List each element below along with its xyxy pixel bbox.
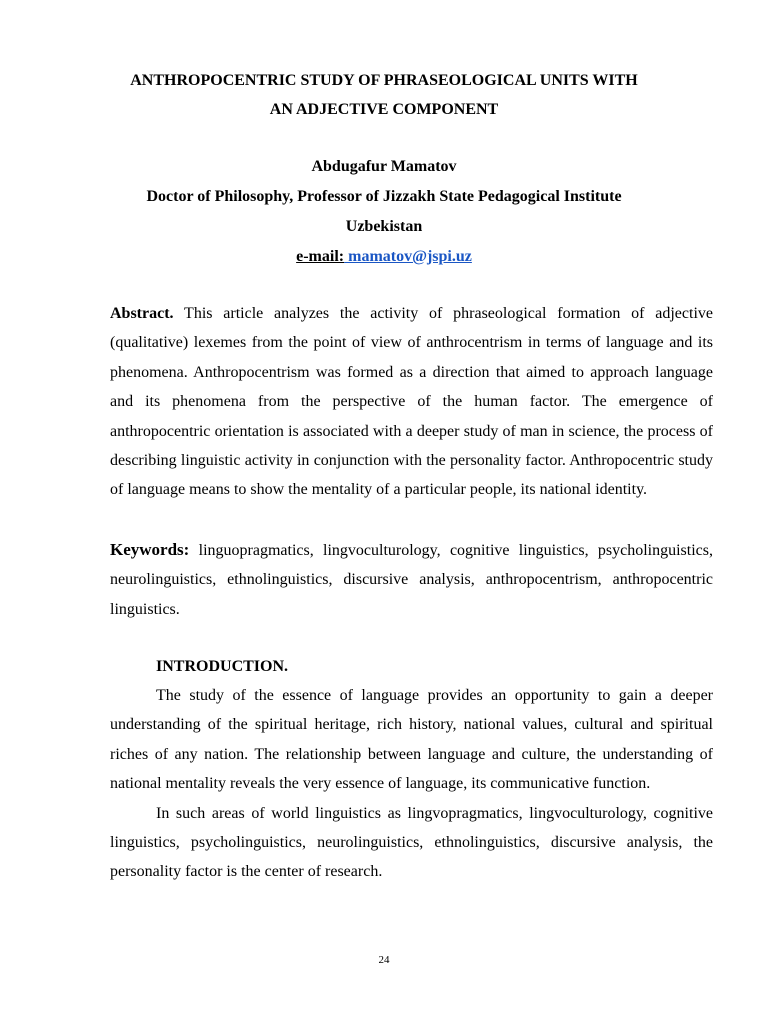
page-number: 24 — [378, 954, 390, 966]
author-country: Uzbekistan — [345, 218, 423, 235]
author-name: Abdugafur Mamatov — [311, 158, 457, 175]
abstract-paragraph — [110, 299, 713, 505]
author-affiliation: Doctor of Philosophy, Professor of Jizzakh State Pedagogical Institute — [146, 188, 622, 205]
abstract-text: This article analyzes the activity of phraseological formation of adjective (qualitative) lexemes from the point of view of anthrocentrism in terms of language and its phenomena. Anthropocentrism was formed as a direction that aimed to approach language and its phenomena from the perspective of the human factor. The emergence of anthropocentric orientation is associated with a deeper study of man in science, the process of describing linguistic activity in conjunction with the personality factor. Anthropocentric study of language means to show the mentality of a particular people, its national identity. — [110, 305, 713, 499]
introduction-body — [110, 681, 713, 887]
abstract-label: Abstract. — [110, 305, 174, 322]
author-block — [55, 152, 713, 272]
section-heading-introduction: INTRODUCTION. — [156, 658, 289, 675]
keywords-paragraph — [110, 535, 713, 624]
email-label: e-mail: — [296, 248, 345, 265]
email-link[interactable]: mamatov@jspi.uz — [344, 248, 472, 265]
intro-paragraph: The study of the essence of language provides an opportunity to gain a deeper understanding of the spiritual heritage, rich history, national values, cultural and spiritual riches of any nation. The relationship between language and culture, the understanding of national mentality reveals the very essence of language, its communicative function. — [110, 687, 713, 793]
article-title — [55, 66, 713, 124]
title-line-2: AN ADJECTIVE COMPONENT — [269, 101, 499, 118]
title-line-1: ANTHROPOCENTRIC STUDY OF PHRASEOLOGICAL UNITS WITH — [130, 72, 638, 89]
keywords-label: Keywords: — [110, 540, 190, 559]
keywords-text: linguopragmatics, lingvoculturology, cognitive linguistics, psycholinguistics, neurolinguistics, ethnolinguistics, discursive analysis, anthropocentrism, anthropocentric linguistics. — [110, 542, 713, 618]
intro-paragraph: In such areas of world linguistics as lingvopragmatics, lingvoculturology, cognitive linguistics, psycholinguistics, neurolinguistics, ethnolinguistics, discursive analysis, the personality factor is the center of research. — [110, 804, 713, 881]
author-email — [55, 242, 713, 272]
